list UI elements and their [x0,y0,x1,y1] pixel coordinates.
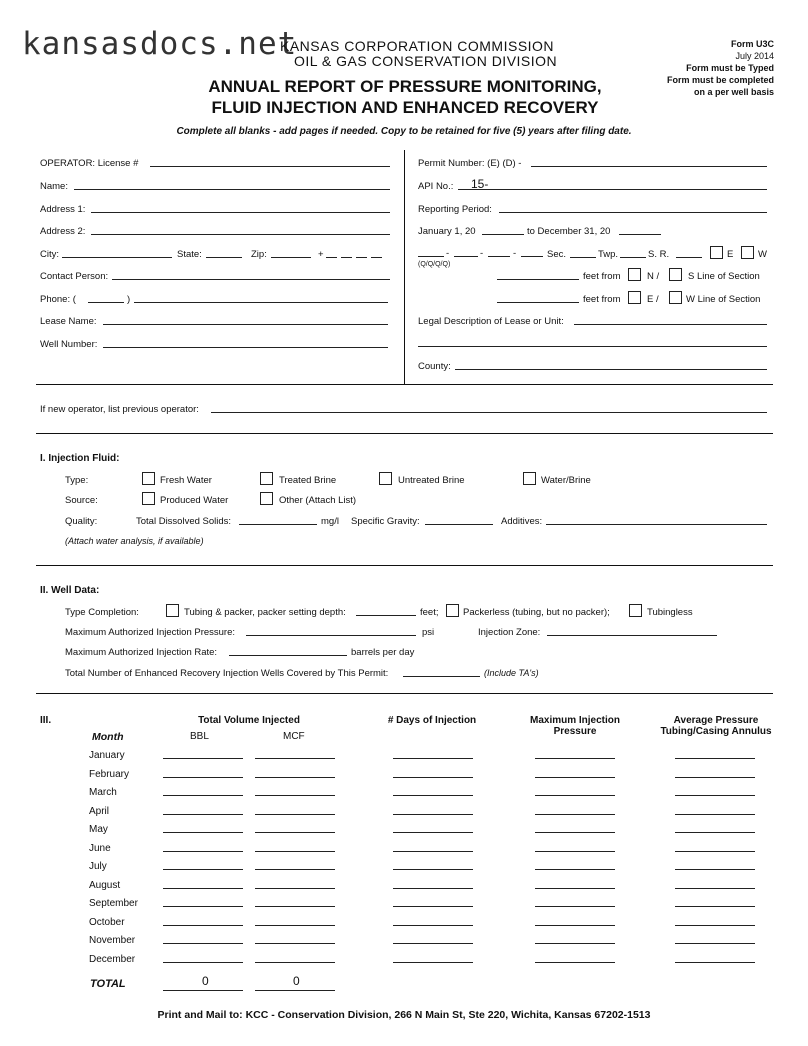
mgl-unit: mg/l [321,516,339,527]
operator-license-field[interactable] [150,166,390,167]
total-mcf-value: 0 [293,974,300,988]
november-avg-pressure-field[interactable] [675,943,755,944]
south-line-label: S Line of Section [688,271,760,282]
max-rate-label: Maximum Authorized Injection Rate: [65,647,218,658]
july-bbl-field[interactable] [163,869,243,870]
august-avg-pressure-field[interactable] [675,888,755,889]
well-number-label: Well Number: [40,339,98,350]
feet-ew-field[interactable] [497,302,579,303]
specific-gravity-field[interactable] [425,524,493,525]
qq1-field[interactable] [418,256,444,257]
october-bbl-field[interactable] [163,925,243,926]
range-west-label: W [758,249,767,260]
produced-water-label: Produced Water [160,495,229,506]
address2-label: Address 2: [40,226,86,237]
source-label: Source: [65,495,98,506]
range-east-checkbox[interactable] [710,246,723,259]
total-wells-field[interactable] [403,676,480,677]
july-days-field[interactable] [393,869,473,870]
division-name: OIL & GAS CONSERVATION DIVISION [294,53,558,69]
phone-paren-close: ) [127,294,131,305]
month-label-may: May [89,824,108,835]
sec-field[interactable] [570,257,596,258]
quality-label: Quality: [65,516,98,527]
water-brine-label: Water/Brine [541,475,591,486]
july-max-pressure-field[interactable] [535,869,615,870]
january-mcf-field[interactable] [255,758,335,759]
month-label-september: September [89,898,138,909]
qq2-field[interactable] [454,256,478,257]
february-max-pressure-field[interactable] [535,777,615,778]
total-mcf-field[interactable] [255,990,335,991]
qq-dash-3: - [513,248,517,259]
avg-pressure-header-line2: Tubing/Casing Annulus [660,726,772,737]
february-mcf-field[interactable] [255,777,335,778]
total-wells-label: Total Number of Enhanced Recovery Injection Wells Covered by This Permit: [65,668,389,679]
august-max-pressure-field[interactable] [535,888,615,889]
phone-label: Phone: ( [40,294,76,305]
sec-label: Sec. [547,249,567,260]
city-field[interactable] [62,257,172,258]
tds-field[interactable] [239,524,317,525]
other-source-label: Other (Attach List) [279,495,357,506]
north-label: N / [647,271,660,282]
qq-dash-2: - [480,248,484,259]
june-mcf-field[interactable] [255,851,335,852]
march-avg-pressure-field[interactable] [675,795,755,796]
phone-number-field[interactable] [134,302,388,303]
name-field[interactable] [74,189,390,190]
instructions: Complete all blanks - add pages if needed. Copy to be retained for five (5) years after filing date. [176,126,632,137]
june-days-field[interactable] [393,851,473,852]
lease-name-field[interactable] [103,324,388,325]
september-max-pressure-field[interactable] [535,906,615,907]
divider-3 [36,565,773,566]
well-number-field[interactable] [103,347,388,348]
untreated-brine-label: Untreated Brine [398,475,465,486]
reporting-period-field[interactable] [499,212,767,213]
address2-field[interactable] [91,234,390,235]
march-mcf-field[interactable] [255,795,335,796]
mcf-header: MCF [283,731,305,742]
previous-operator-field[interactable] [211,412,767,413]
zip-label: Zip: [251,249,267,260]
january-max-pressure-field[interactable] [535,758,615,759]
tubing-packer-label: Tubing & packer, packer setting depth: [184,607,346,618]
form-note-completed: Form must be completed [666,75,774,85]
reporting-period-label: Reporting Period: [418,204,492,215]
june-avg-pressure-field[interactable] [675,851,755,852]
bbl-header: BBL [190,731,209,742]
form-info [604,38,774,98]
zip4-digit-4[interactable] [371,257,382,258]
lease-name-label: Lease Name: [40,316,97,327]
march-max-pressure-field[interactable] [535,795,615,796]
zip4-digit-3[interactable] [356,257,367,258]
form-title-line2: FLUID INJECTION AND ENHANCED RECOVERY [211,98,599,117]
legal-description-field-2[interactable] [418,346,767,347]
feet-from-ew-label: feet from [583,294,621,305]
avg-pressure-header [652,715,780,737]
api-value: 15- [471,177,489,191]
august-mcf-field[interactable] [255,888,335,889]
june-bbl-field[interactable] [163,851,243,852]
july-mcf-field[interactable] [255,869,335,870]
february-bbl-field[interactable] [163,777,243,778]
period-end-year[interactable] [619,234,661,235]
april-days-field[interactable] [393,814,473,815]
sr-field[interactable] [676,257,702,258]
state-label: State: [177,249,202,260]
total-label: TOTAL [90,978,126,990]
previous-operator-label: If new operator, list previous operator: [40,404,199,415]
qq-dash-1: - [446,248,450,259]
november-max-pressure-field[interactable] [535,943,615,944]
treated-brine-label: Treated Brine [279,475,337,486]
month-label-april: April [89,805,110,817]
injection-fluid-heading: I. Injection Fluid: [40,453,120,464]
operator-license-label: OPERATOR: License # [40,158,139,169]
august-bbl-field[interactable] [163,888,243,889]
feet-from-ns-label: feet from [583,271,621,282]
month-label-january: January [89,750,125,761]
zip4-digit-2[interactable] [341,257,352,258]
december-bbl-field[interactable] [163,962,243,963]
may-mcf-field[interactable] [255,832,335,833]
zip4-digit-1[interactable] [326,257,337,258]
max-pressure-header-line2: Pressure [553,726,597,737]
max-pressure-header [515,715,635,737]
october-max-pressure-field[interactable] [535,925,615,926]
bpd-unit: barrels per day [351,647,415,658]
month-label-december: December [89,953,136,965]
days-header: # Days of Injection [387,715,477,726]
qq4-field[interactable] [521,256,543,257]
address1-field[interactable] [91,212,390,213]
state-field[interactable] [206,257,242,258]
december-mcf-field[interactable] [255,962,335,963]
treated-brine-checkbox[interactable] [260,472,273,485]
march-days-field[interactable] [393,795,473,796]
tubingless-label: Tubingless [647,607,693,618]
additives-label: Additives: [501,516,543,527]
zip-field[interactable] [271,257,311,258]
form-title-line1: ANNUAL REPORT OF PRESSURE MONITORING, [208,77,602,96]
north-checkbox[interactable] [628,268,641,281]
january-days-field[interactable] [393,758,473,759]
max-rate-field[interactable] [229,655,347,656]
max-pressure-field[interactable] [246,635,416,636]
total-bbl-field[interactable] [163,990,243,991]
well-data-heading: II. Well Data: [40,585,100,596]
untreated-brine-checkbox[interactable] [379,472,392,485]
january-bbl-field[interactable] [163,758,243,759]
water-brine-checkbox[interactable] [523,472,536,485]
section-iii-heading: III. [40,715,52,726]
october-days-field[interactable] [393,925,473,926]
packer-depth-field[interactable] [356,615,416,616]
month-label-october: October [89,916,125,928]
east-checkbox[interactable] [628,291,641,304]
feet-ns-field[interactable] [497,279,579,280]
tubingless-checkbox[interactable] [629,604,642,617]
may-days-field[interactable] [393,832,473,833]
west-checkbox[interactable] [669,291,682,304]
december-avg-pressure-field[interactable] [675,962,755,963]
south-checkbox[interactable] [669,268,682,281]
range-east-label: E [727,249,734,260]
city-label: City: [40,249,59,260]
divider-1 [36,384,773,385]
qq3-field[interactable] [488,256,510,257]
mailing-footer: Print and Mail to: KCC - Conservation Division, 266 N Main St, Ste 220, Wichita, Kansas 67202-1513 [157,1009,651,1021]
total-bbl-value: 0 [202,974,209,988]
feet-unit: feet; [420,607,439,618]
october-mcf-field[interactable] [255,925,335,926]
west-line-label: W Line of Section [686,294,761,305]
fresh-water-checkbox[interactable] [142,472,155,485]
psi-unit: psi [422,627,435,638]
total-volume-header: Total Volume Injected [198,715,300,726]
november-days-field[interactable] [393,943,473,944]
month-label-july: July [89,861,107,872]
month-label-february: February [89,768,130,780]
county-field[interactable] [455,369,767,370]
packerless-checkbox[interactable] [446,604,459,617]
october-avg-pressure-field[interactable] [675,925,755,926]
twp-field[interactable] [620,257,646,258]
september-mcf-field[interactable] [255,906,335,907]
avg-pressure-header-line1: Average Pressure [673,715,759,726]
may-bbl-field[interactable] [163,832,243,833]
column-divider [404,150,405,384]
month-label-august: August [89,879,121,891]
phone-area-field[interactable] [88,302,124,303]
api-field[interactable] [458,189,767,190]
watermark: kansasdocs.net [22,26,298,62]
divider-2 [36,433,773,434]
february-days-field[interactable] [393,777,473,778]
permit-number-label: Permit Number: (E) (D) - [418,158,522,169]
period-end-label: to December 31, 20 [527,226,611,237]
divider-4 [36,693,773,694]
name-label: Name: [40,181,68,192]
january-avg-pressure-field[interactable] [675,758,755,759]
injection-zone-label: Injection Zone: [478,627,541,638]
september-bbl-field[interactable] [163,906,243,907]
september-avg-pressure-field[interactable] [675,906,755,907]
tubing-packer-checkbox[interactable] [166,604,179,617]
june-max-pressure-field[interactable] [535,851,615,852]
injection-zone-field[interactable] [547,635,717,636]
february-avg-pressure-field[interactable] [675,777,755,778]
september-days-field[interactable] [393,906,473,907]
november-mcf-field[interactable] [255,943,335,944]
max-pressure-label: Maximum Authorized Injection Pressure: [65,627,236,638]
december-days-field[interactable] [393,962,473,963]
form-id: Form U3C [730,39,774,49]
max-pressure-header-line1: Maximum Injection [529,715,620,726]
agency-name: KANSAS CORPORATION COMMISSION [280,38,555,54]
form-note-typed: Form must be Typed [686,63,774,73]
fresh-water-label: Fresh Water [160,475,212,486]
county-label: County: [418,361,451,372]
period-start-year[interactable] [482,234,524,235]
may-avg-pressure-field[interactable] [675,832,755,833]
permit-number-field[interactable] [531,166,767,167]
december-max-pressure-field[interactable] [535,962,615,963]
march-bbl-field[interactable] [163,795,243,796]
form-note-per-well: on a per well basis [693,87,774,97]
range-west-checkbox[interactable] [741,246,754,259]
tds-label: Total Dissolved Solids: [136,516,232,527]
may-max-pressure-field[interactable] [535,832,615,833]
attach-analysis-note: (Attach water analysis, if available) [65,536,204,546]
additives-field[interactable] [546,524,767,525]
zip-plus: + [318,249,324,260]
twp-label: Twp. [598,249,619,260]
month-label-november: November [89,935,136,946]
api-label: API No.: [418,181,454,192]
type-label: Type: [65,475,89,486]
august-days-field[interactable] [393,888,473,889]
produced-water-checkbox[interactable] [142,492,155,505]
april-bbl-field[interactable] [163,814,243,815]
form-date: July 2014 [735,51,774,61]
month-header: Month [92,731,124,743]
legal-description-field[interactable] [574,324,767,325]
contact-label: Contact Person: [40,271,109,282]
april-max-pressure-field[interactable] [535,814,615,815]
specific-gravity-label: Specific Gravity: [351,516,420,527]
november-bbl-field[interactable] [163,943,243,944]
july-avg-pressure-field[interactable] [675,869,755,870]
other-source-checkbox[interactable] [260,492,273,505]
sr-label: S. R. [648,249,670,260]
contact-field[interactable] [112,279,390,280]
include-tas-note: (Include TA's) [484,668,539,678]
type-completion-label: Type Completion: [65,607,139,618]
month-label-march: March [89,787,117,798]
east-label: E / [647,294,659,305]
period-start-label: January 1, 20 [418,226,476,237]
packerless-label: Packerless (tubing, but no packer); [463,607,610,618]
april-mcf-field[interactable] [255,814,335,815]
address1-label: Address 1: [40,204,86,215]
legal-description-label: Legal Description of Lease or Unit: [418,316,564,327]
april-avg-pressure-field[interactable] [675,814,755,815]
qqqq-hint: (Q/Q/Q/Q) [418,261,451,268]
month-label-june: June [89,842,111,854]
